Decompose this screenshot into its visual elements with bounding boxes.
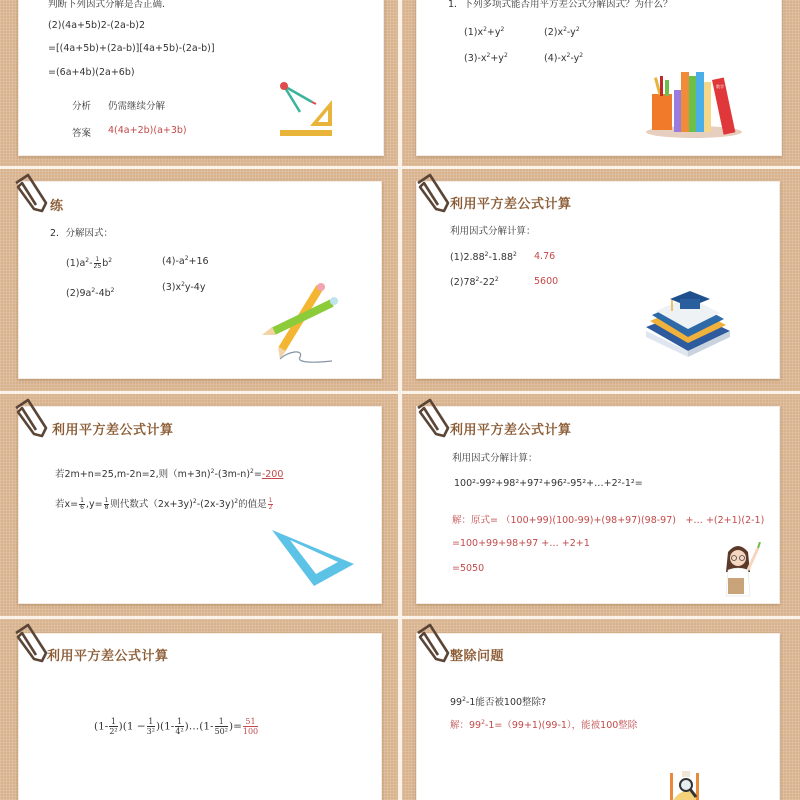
analysis-label: 分析: [72, 101, 92, 112]
slide-3[interactable]: [0, 169, 398, 391]
slide-title: 利用平方差公式计算: [450, 423, 572, 438]
option-1: $(1)x^2+y^2$: [464, 26, 505, 38]
intro-text: 利用因式分解计算：: [452, 453, 538, 464]
slide-5[interactable]: [0, 394, 398, 616]
answer-value: 4(4a+2b)(a+3b): [108, 125, 187, 136]
paperclip-icon: [410, 173, 450, 213]
paperclip-icon: [8, 398, 48, 438]
slide-title: 整除问题: [450, 649, 505, 664]
intro-text: 利用因式分解计算：: [450, 226, 536, 237]
item-1: $(1)a^2-$ $\frac{1}{25}$ $b^2$: [66, 256, 113, 270]
slide-1[interactable]: [0, 0, 398, 166]
pencils-icon: [258, 279, 342, 365]
option-3: $(3)-x^2+y^2$: [464, 52, 508, 64]
answer-2: 5600: [534, 276, 559, 287]
item-3: $(3)x^2y-4y$: [162, 281, 206, 293]
option-2: $(2)x^2-y^2$: [544, 26, 580, 38]
answer-1: -200: [261, 469, 284, 480]
slide-4[interactable]: [402, 169, 800, 391]
solution-text: 解：$99^2-1=(99+1)(99-1)$，能被100整除: [450, 719, 638, 731]
compass-set-square-icon: [276, 80, 336, 140]
paperclip-icon: [410, 623, 450, 663]
slide-7[interactable]: [0, 619, 398, 800]
question-text: 1．下列多项式能否用平方差公式分解因式？为什么？: [448, 0, 673, 10]
books-icon: [642, 64, 742, 140]
solution-line-2: =100+99+98+97 +… +2+1: [452, 538, 590, 549]
slide-text-intro: 判断下列因式分解是否正确.: [48, 0, 166, 10]
triangle-ruler-icon: [270, 524, 360, 590]
slide-title: 练: [50, 199, 64, 214]
slide-text-step2: =(6a+4b)(2a+6b): [48, 67, 135, 78]
option-4: $(4)-x^2-y^2$: [544, 52, 584, 64]
slide-text-expr: (2)(4a+5b)2-(2a-b)2: [48, 20, 146, 31]
paperclip-icon: [410, 398, 450, 438]
slide-2[interactable]: [402, 0, 800, 166]
slide-8[interactable]: [402, 619, 800, 800]
slide-text-step1: =[(4a+5b)+(2a-b)][4a+5b)-(2a-b)]: [48, 43, 215, 54]
question-2: $(2)78^2-22^2$: [450, 276, 499, 288]
product-expression: (1- $\frac{1}{\text{2²}}$ )(1 − $\frac{1}{\text{3²}}$ )(1- $\frac{1}{\text{4²}}$ )…(1- $\frac{1}{\text{50²}}$ )= $\frac{51}{100}$: [94, 717, 259, 736]
books-graduation-cap-icon: [642, 285, 732, 365]
question-1: (1)2.88$^2$-1.88$^2$: [450, 251, 517, 263]
slide-title: 利用平方差公式计算: [450, 197, 572, 212]
slide-title: 利用平方差公式计算: [52, 423, 174, 438]
item-2: $(2)9a^2-4b^2$: [66, 287, 115, 299]
question-text: 2．分解因式：: [50, 228, 114, 239]
answer-1: 4.76: [534, 251, 556, 262]
question-text: $99^2-1$能否被100整除?: [450, 696, 547, 708]
answer-2: $\frac{1}{2}$: [268, 497, 273, 511]
slide-6[interactable]: [402, 394, 800, 616]
analysis-value: 仍需继续分解: [108, 101, 166, 112]
teacher-icon: [720, 542, 764, 598]
solution-line-3: =5050: [452, 563, 485, 574]
book-magnifier-icon: [668, 769, 728, 800]
question-1: 若2m+n=25,m-2n=2,则$(m+3n)^2-(3m-n)^2=-200$: [55, 468, 284, 480]
solution-line-1: 解：原式= （100+99)(100-99)+(98+97)(98-97) +… +(2+1)(2-1): [452, 515, 765, 526]
answer-fraction: $\frac{51}{100}$: [242, 717, 259, 736]
item-4: $(4)-a^2+16$: [162, 255, 209, 267]
slide-title: 利用平方差公式计算: [47, 649, 169, 664]
paperclip-icon: [8, 173, 48, 213]
answer-label: 答案: [72, 128, 92, 139]
question-2: 若x= $\frac{1}{6}$ ,y= $\frac{1}{8}$ 则代数式$(2x+3y)^2-(2x-3y)^2$的值是 $\frac{1}{2}$: [55, 497, 273, 511]
svg-text:数学: 数学: [716, 84, 724, 89]
expression: 100²-99²+98²+97²+96²-95²+…+2²-1²=: [454, 478, 643, 489]
paperclip-icon: [8, 623, 48, 663]
